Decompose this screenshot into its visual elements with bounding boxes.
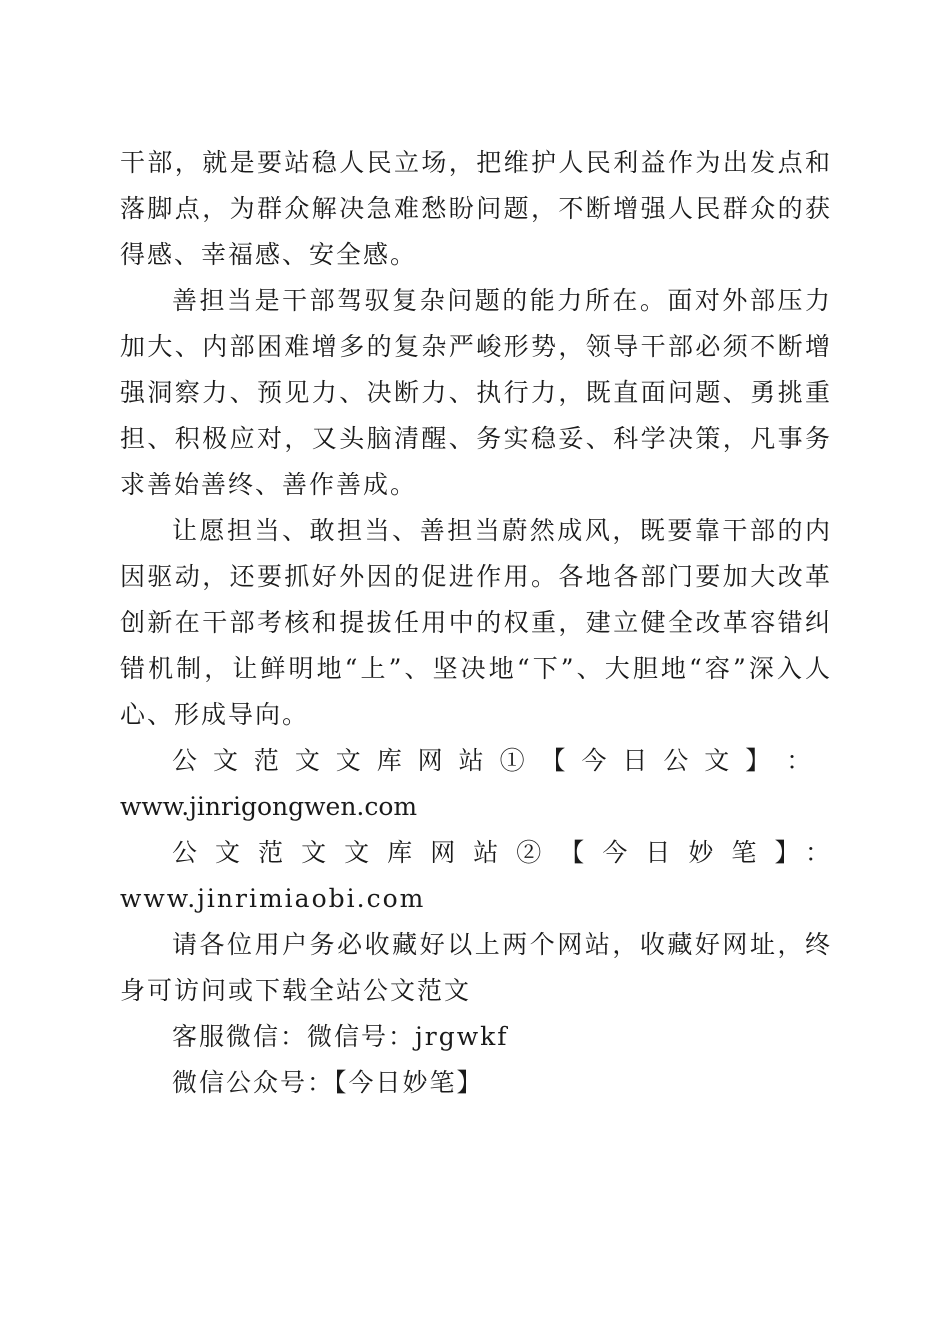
paragraph-2: 善担当是干部驾驭复杂问题的能力所在。面对外部压力加大、内部困难增多的复杂严峻形势，领导干部必须不断增强洞察力、预见力、决断力、执行力，既直面问题、勇挑重担、积极应对，又头脑清醒、务实稳妥、科学决策，凡事务求善始善终、善作善成。	[120, 286, 832, 499]
site1-label: 公 文 范 文 文 库 网 站 ① 【 今 日 公 文 】 ：	[172, 746, 816, 775]
service-wechat: 客服微信：微信号：jrgwkf	[172, 1022, 509, 1051]
site2-line: 公文范文文库网站②【今日妙笔】：www.jinrimiaobi.com	[120, 838, 832, 913]
paragraph-1: 干部，就是要站稳人民立场，把维护人民利益作为出发点和落脚点，为群众解决急难愁盼问题，不断增强人民群众的获得感、幸福感、安全感。	[120, 148, 832, 269]
official-account: 微信公众号：【今日妙笔】	[172, 1068, 484, 1097]
document-body	[120, 140, 832, 1106]
site1-url: www.jinrigongwen.com	[120, 792, 418, 821]
site1-line	[120, 738, 832, 830]
bookmark-notice: 请各位用户务必收藏好以上两个网站，收藏好网址，终身可访问或下载全站公文范文	[120, 930, 832, 1005]
paragraph-3: 让愿担当、敢担当、善担当蔚然成风，既要靠干部的内因驱动，还要抓好外因的促进作用。各地各部门要加大改革创新在干部考核和提拔任用中的权重，建立健全改革容错纠错机制，让鲜明地“上”、坚决地“下”、大胆地“容”深入人心、形成导向。	[120, 516, 832, 729]
